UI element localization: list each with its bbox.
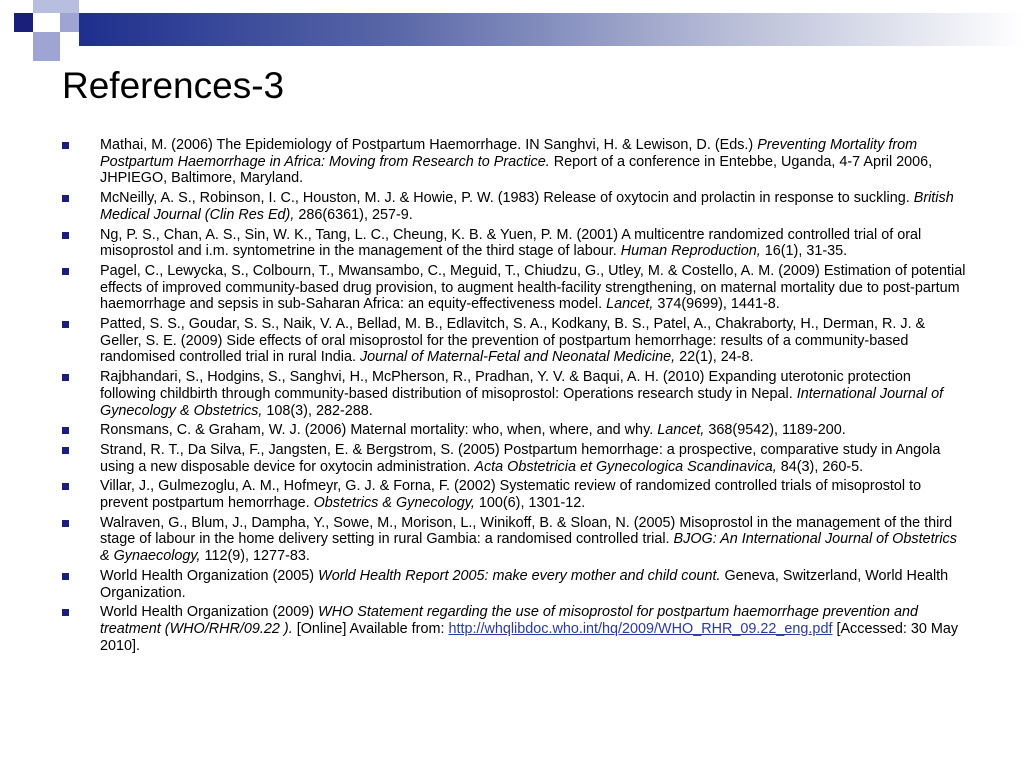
bullet-icon (62, 195, 69, 202)
reference-text: Patted, S. S., Goudar, S. S., Naik, V. A., Bellad, M. B., Edlavitch, S. A., Kodkany, B. S., Patel, A., Chakraborty, H., Derman, R. J. & Geller, S. E. (2009) Side effects of oral misoprostol for the prevention of postpartum hemorrhage: results of a community-based randomised controlled trial in rural India. (100, 316, 926, 366)
reference-details: 84(3), 260-5. (776, 458, 864, 475)
reference-item (62, 263, 968, 313)
reference-text: McNeilly, A. S., Robinson, I. C., Houston, M. J. & Howie, P. W. (1983) Release of oxytocin and prolactin in response to suckling. (100, 190, 914, 207)
reference-text: Mathai, M. (2006) The Epidemiology of Postpartum Haemorrhage. IN Sanghvi, H. & Lewison, D. (Eds.) (100, 137, 758, 153)
reference-text: Villar, J., Gulmezoglu, A. M., Hofmeyr, G. J. & Forna, F. (2002) Systematic review of randomized controlled trials of misoprostol to prevent postpartum hemorrhage. (100, 478, 922, 512)
decor-square (33, 32, 60, 61)
decor-square (14, 32, 33, 46)
reference-source: WHO Statement regarding the use of misoprostol for postpartum haemorrhage prevention and treatment (WHO/RHR/09.22 ). (100, 604, 919, 637)
reference-accessed: [Accessed: 30 May 2010]. (100, 620, 959, 654)
bullet-icon (62, 447, 69, 454)
reference-details: 368(9542), 1189-200. (704, 422, 846, 439)
bullet-icon (62, 142, 69, 149)
decor-square (33, 13, 60, 32)
reference-text: World Health Organization (2009) (100, 604, 319, 621)
decor-square (60, 0, 79, 13)
header-gradient-band (60, 13, 1024, 46)
reference-source: World Health Report 2005: make every mother and child count. (318, 567, 721, 584)
reference-item (62, 422, 968, 439)
reference-text: Walraven, G., Blum, J., Dampha, Y., Sowe, M., Morison, L., Winikoff, B. & Sloan, N. (2005) Misoprostol in the management of the third stage of labour in the home delivery setting in rural Gambia: a randomised controlled trial. (100, 514, 953, 548)
reference-details: 16(1), 31-35. (760, 243, 848, 260)
reference-text: Ng, P. S., Chan, A. S., Sin, W. K., Tang, L. C., Cheung, K. B. & Yuen, P. M. (2001) A multicentre randomized controlled trial of oral misoprostol and i.m. syntometrine in the management of the third stage of labour. (100, 226, 922, 260)
reference-item (62, 227, 968, 260)
reference-details: 22(1), 24-8. (675, 349, 754, 366)
reference-details: 100(6), 1301-12. (474, 495, 586, 512)
reference-text: World Health Organization (2005) (100, 567, 319, 584)
reference-details: 374(9699), 1441-8. (653, 296, 780, 313)
reference-details: 108(3), 282-288. (262, 402, 373, 419)
reference-item (62, 137, 968, 187)
reference-item (62, 568, 968, 601)
reference-item (62, 604, 968, 654)
reference-text: Pagel, C., Lewycka, S., Colbourn, T., Mwansambo, C., Meguid, T., Chiudzu, G., Utley, M. & Costello, A. M. (2009) Estimation of potential effects of improved community-based drug provision, to augment health-facility strengthening, on maternal mortality due to post-partum haemorrhage and sepsis in sub-Saharan Africa: an equity-effectiveness model. (100, 262, 966, 313)
reference-details: [Online] Available from: (292, 620, 449, 637)
reference-list (62, 137, 968, 657)
reference-details: Report of a conference in Entebbe, Uganda, 4-7 April 2006, JHPIEGO, Baltimore, Maryland. (100, 153, 933, 187)
reference-item (62, 515, 968, 565)
decor-square (33, 0, 61, 13)
reference-details: 286(6361), 257-9. (294, 206, 413, 223)
reference-item (62, 369, 968, 419)
reference-text: Strand, R. T., Da Silva, F., Jangsten, E. & Bergstrom, S. (2005) Postpartum hemorrhage: a prospective, comparative study in Angola using a new disposable device for oxytocin administration. (100, 441, 941, 475)
reference-source: Preventing Mortality from Postpartum Haemorrhage in Africa: Moving from Research to Practice. (100, 137, 918, 170)
who-pdf-link[interactable]: http://whqlibdoc.who.int/hq/2009/WHO_RHR_09.22_eng.pdf (448, 620, 833, 637)
bullet-icon (62, 374, 69, 381)
reference-details: Geneva, Switzerland, World Health Organization. (100, 567, 949, 601)
bullet-icon (62, 427, 69, 434)
reference-source: Lancet, (657, 422, 705, 439)
reference-source: British Medical Journal (Clin Res Ed), (100, 190, 954, 223)
reference-source: Obstetrics & Gynecology, (313, 495, 475, 512)
reference-source: International Journal of Gynecology & Obstetrics, (100, 385, 944, 419)
reference-source: Acta Obstetricia et Gynecologica Scandinavica, (474, 458, 777, 475)
reference-item (62, 316, 968, 366)
reference-source: Human Reproduction, (620, 243, 761, 260)
bullet-icon (62, 573, 69, 580)
bullet-icon (62, 520, 69, 527)
reference-details: 112(9), 1277-83. (200, 548, 310, 565)
bullet-icon (62, 321, 69, 328)
reference-source: BJOG: An International Journal of Obstetrics & Gynaecology, (100, 531, 957, 565)
bullet-icon (62, 483, 69, 490)
decor-square (60, 13, 79, 32)
decor-square (14, 13, 33, 32)
reference-text: Ronsmans, C. & Graham, W. J. (2006) Maternal mortality: who, when, where, and why. (100, 422, 658, 439)
bullet-icon (62, 232, 69, 239)
reference-item (62, 442, 968, 475)
bullet-icon (62, 268, 69, 275)
reference-text: Rajbhandari, S., Hodgins, S., Sanghvi, H., McPherson, R., Pradhan, Y. V. & Baqui, A. H. (2010) Expanding uterotonic protection following childbirth through community-based distribution of misoprostol: Operations research study in Nepal. (100, 369, 911, 402)
bullet-icon (62, 609, 69, 616)
reference-source: Lancet, (606, 296, 654, 313)
reference-item (62, 190, 968, 223)
reference-source: Journal of Maternal-Fetal and Neonatal Medicine, (359, 349, 676, 366)
slide-title: References-3 (62, 65, 285, 106)
reference-item (62, 478, 968, 511)
decor-square (60, 32, 79, 46)
